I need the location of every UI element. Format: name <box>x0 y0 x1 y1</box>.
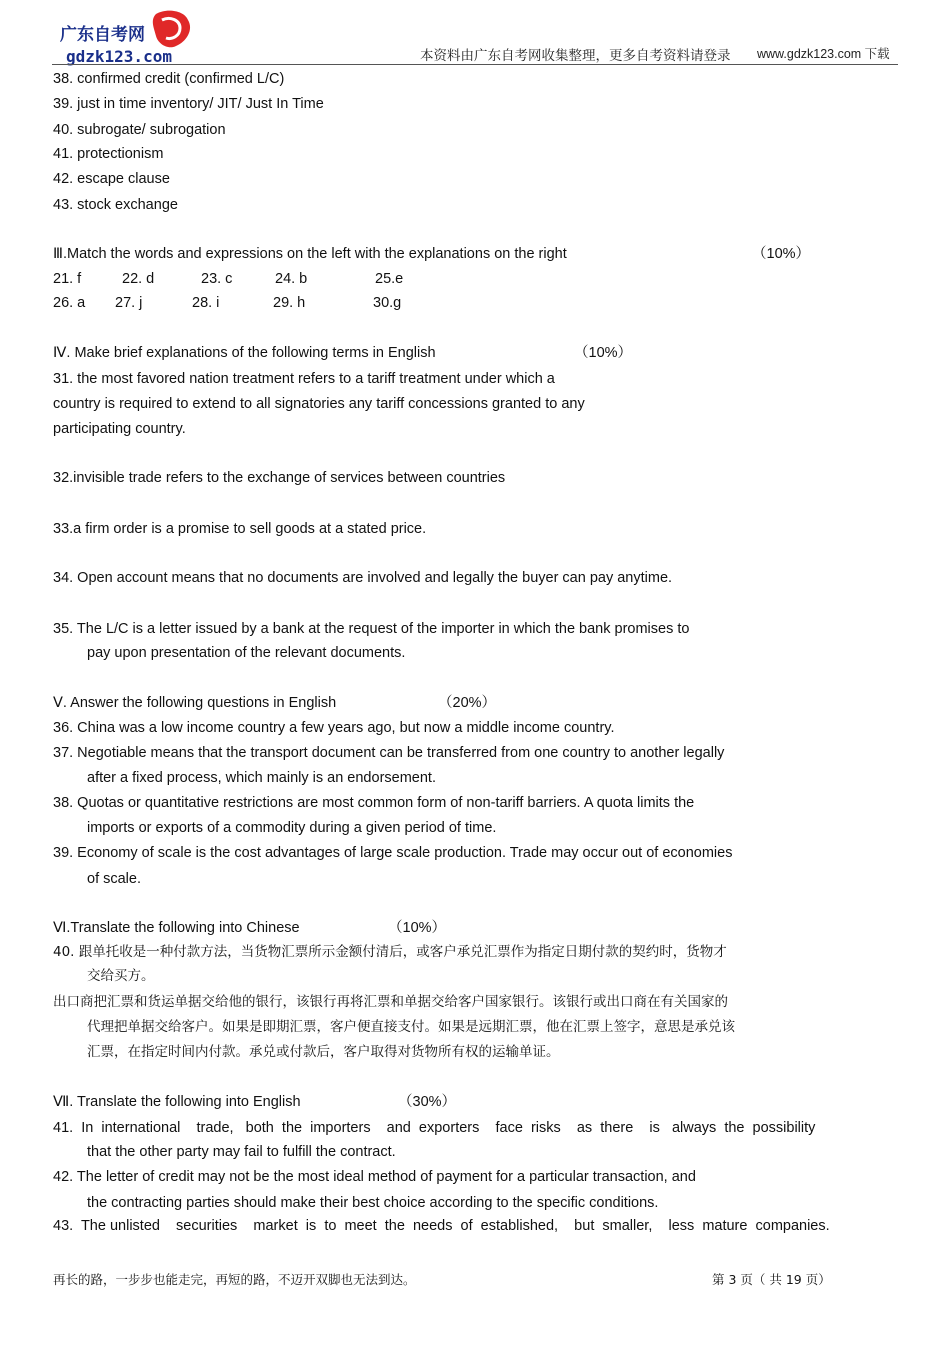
header-note: 本资料由广东自考网收集整理，更多自考资料请登录 <box>420 48 731 64</box>
svg-text:广东自考网: 广东自考网 <box>60 25 145 45</box>
answer-36: 36. China was a low income country a few years ago, but now a middle income country. <box>53 720 615 736</box>
answer-39-line: of scale. <box>87 871 141 887</box>
list-item: 39. just in time inventory/ JIT/ Just In Time <box>53 96 324 112</box>
answer-41-line: that the other party may fail to fulfill the contract. <box>87 1144 396 1160</box>
section-3-points: （10%） <box>752 246 811 262</box>
answer-cell: 21. f <box>53 271 82 287</box>
answer-37-line: 37. Negotiable means that the transport document can be transferred from one country to another legally <box>53 745 725 761</box>
section-7-title: Ⅶ. Translate the following into English <box>53 1094 301 1110</box>
answer-cell: 26. a <box>53 295 86 311</box>
answer-31-line: participating country. <box>53 421 186 437</box>
chinese-paragraph-line: 代理把单据交给客户。如果是即期汇票，客户便直接支付。如果是远期汇票，他在汇票上签字，意思是承兑该 <box>87 1019 735 1035</box>
chinese-paragraph-line: 汇票，在指定时间内付款。承兑或付款后，客户取得对货物所有权的运输单证。 <box>87 1044 560 1060</box>
header-site-link[interactable]: www.gdzk123.com 下载 <box>757 47 890 61</box>
answer-37-line: after a fixed process, which mainly is an endorsement. <box>87 770 436 786</box>
answer-cell: 24. b <box>275 271 308 287</box>
section-4-points: （10%） <box>574 345 633 361</box>
answer-32: 32.invisible trade refers to the exchange of services between countries <box>53 470 506 486</box>
answer-42-line: the contracting parties should make their best choice according to the specific conditions. <box>87 1195 659 1211</box>
list-item: 41. protectionism <box>53 146 164 162</box>
answer-cell: 25.e <box>375 271 404 287</box>
answer-38-line: 38. Quotas or quantitative restrictions are most common form of non-tariff barriers. A quota limits the <box>53 795 695 811</box>
section-7-points: （30%） <box>398 1094 457 1110</box>
answer-31-line: 31. the most favored nation treatment refers to a tariff treatment under which a <box>53 371 555 387</box>
answer-39-line: 39. Economy of scale is the cost advantages of large scale production. Trade may occur out of economies <box>53 845 733 861</box>
answer-31-line: country is required to extend to all signatories any tariff concessions granted to any <box>53 396 585 412</box>
answer-43: 43. The unlisted securities market is to meet the needs of established, but smaller, less mature companies. <box>53 1218 830 1234</box>
section-4-title: Ⅳ. Make brief explanations of the following terms in English <box>53 345 436 361</box>
answer-cell: 29. h <box>273 295 306 311</box>
section-5-title: Ⅴ. Answer the following questions in English <box>53 695 337 711</box>
answer-cell: 30.g <box>373 295 402 311</box>
header-divider <box>52 64 898 65</box>
section-6-title: Ⅵ.Translate the following into Chinese <box>53 920 300 936</box>
list-item: 38. confirmed credit (confirmed L/C) <box>53 71 285 87</box>
answer-cell: 23. c <box>201 271 233 287</box>
section-6-points: （10%） <box>388 920 447 936</box>
svg-text:gdzk123.com: gdzk123.com <box>66 47 172 66</box>
page-number: 第 3 页（ 共 19 页） <box>712 1272 831 1287</box>
answer-40-line: 40. 跟单托收是一种付款方法，当货物汇票所示金额付清后，或客户承兑汇票作为指定日期付款的契约时，货物才 <box>53 944 727 960</box>
answer-cell: 22. d <box>122 271 155 287</box>
answer-cell: 27. j <box>115 295 143 311</box>
answer-33: 33.a firm order is a promise to sell goods at a stated price. <box>53 521 427 537</box>
section-3-title: Ⅲ.Match the words and expressions on the left with the explanations on the right <box>53 246 567 262</box>
section-5-points: （20%） <box>438 695 497 711</box>
answer-35-line: pay upon presentation of the relevant documents. <box>87 645 406 661</box>
answer-34: 34. Open account means that no documents are involved and legally the buyer can pay anytime. <box>53 570 673 586</box>
answer-42-line: 42. The letter of credit may not be the most ideal method of payment for a particular transaction, and <box>53 1169 696 1185</box>
answer-40-line: 交给买方。 <box>87 968 155 984</box>
answer-41-line: 41. In international trade, both the importers and exporters face risks as there is always the possibility <box>53 1120 816 1136</box>
list-item: 42. escape clause <box>53 171 170 187</box>
answer-38-line: imports or exports of a commodity during a given period of time. <box>87 820 497 836</box>
list-item: 43. stock exchange <box>53 197 178 213</box>
chinese-paragraph-line: 出口商把汇票和货运单据交给他的银行，该银行再将汇票和单据交给客户国家银行。该银行或出口商在有关国家的 <box>53 994 728 1010</box>
gdzk-logo <box>58 6 198 66</box>
answer-cell: 28. i <box>192 295 220 311</box>
answer-35-line: 35. The L/C is a letter issued by a bank at the request of the importer in which the bank promises to <box>53 621 690 637</box>
list-item: 40. subrogate/ subrogation <box>53 122 226 138</box>
footer-motto: 再长的路，一步步也能走完，再短的路，不迈开双脚也无法到达。 <box>53 1272 416 1287</box>
